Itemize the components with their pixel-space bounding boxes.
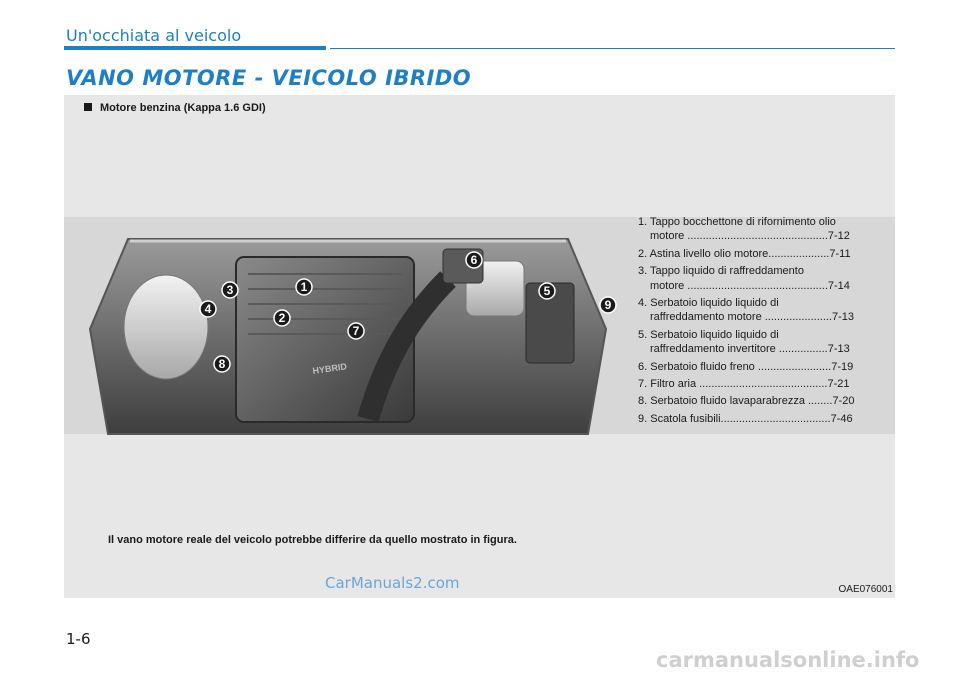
legend-item: 2. Astina livello olio motore....................7-11 — [638, 247, 851, 260]
callout-7 — [348, 323, 364, 339]
subheading-text: Motore benzina (Kappa 1.6 GDI) — [100, 102, 266, 114]
legend-item: 8. Serbatoio fluido lavaparabrezza ........7-20 — [638, 395, 855, 408]
carmanuals-watermark: CarManuals2.com — [325, 574, 460, 592]
svg-text:5: 5 — [543, 284, 551, 298]
header-rule-thin — [330, 48, 895, 49]
callout-2 — [274, 310, 290, 326]
legend-item: 9. Scatola fusibili....................................7-46 — [638, 412, 853, 425]
legend-item: 6. Serbatoio fluido freno ........................7-19 — [638, 360, 854, 373]
callout-6 — [466, 252, 482, 268]
legend-item: 4. Serbatoio liquido liquido di raffreddamento motore ......................7-13 — [638, 297, 854, 324]
callout-9 — [600, 297, 616, 313]
header-rule-thick — [64, 46, 326, 50]
site-watermark: carmanualsonline.info — [656, 648, 920, 672]
svg-text:1: 1 — [300, 280, 308, 294]
legend-item: 3. Tappo liquido di raffreddamento motore ..............................................7-14 — [638, 265, 850, 292]
page-number: 1-6 — [66, 630, 91, 648]
callout-1 — [296, 279, 312, 295]
svg-text:9: 9 — [604, 298, 612, 312]
svg-text:8: 8 — [218, 357, 226, 371]
svg-text:4: 4 — [204, 302, 212, 316]
bullet-square-icon — [84, 103, 92, 111]
figure-subheading — [84, 102, 266, 114]
page-heading: VANO MOTORE - VEICOLO IBRIDO — [66, 66, 472, 90]
svg-text:2: 2 — [278, 311, 286, 325]
legend-list — [638, 215, 890, 429]
figure-panel — [64, 95, 895, 598]
legend-item: 5. Serbatoio liquido liquido di raffreddamento invertitore ................7-13 — [638, 328, 850, 356]
image-code: OAE076001 — [838, 584, 893, 595]
washer-tank — [124, 275, 208, 379]
callout-5 — [539, 283, 555, 299]
section-title: Un'occhiata al veicolo — [66, 26, 242, 45]
figure-disclaimer: Il vano motore reale del veicolo potrebbe differire da quello mostrato in figura. — [108, 534, 517, 546]
legend-item: 1. Tappo bocchettone di rifornimento olio motore ..............................................7-12 — [638, 216, 850, 243]
callout-4 — [200, 301, 216, 317]
legend-item: 7. Filtro aria ..........................................7-21 — [638, 378, 850, 391]
svg-text:3: 3 — [226, 283, 234, 297]
engine-cover-hybrid-label: HYBRID — [311, 361, 348, 376]
svg-text:7: 7 — [352, 324, 360, 338]
callout-8 — [214, 356, 230, 372]
callout-3 — [222, 282, 238, 298]
engine-bay-illustration — [88, 219, 612, 441]
engine-cover — [236, 257, 414, 422]
svg-text:6: 6 — [470, 253, 478, 267]
